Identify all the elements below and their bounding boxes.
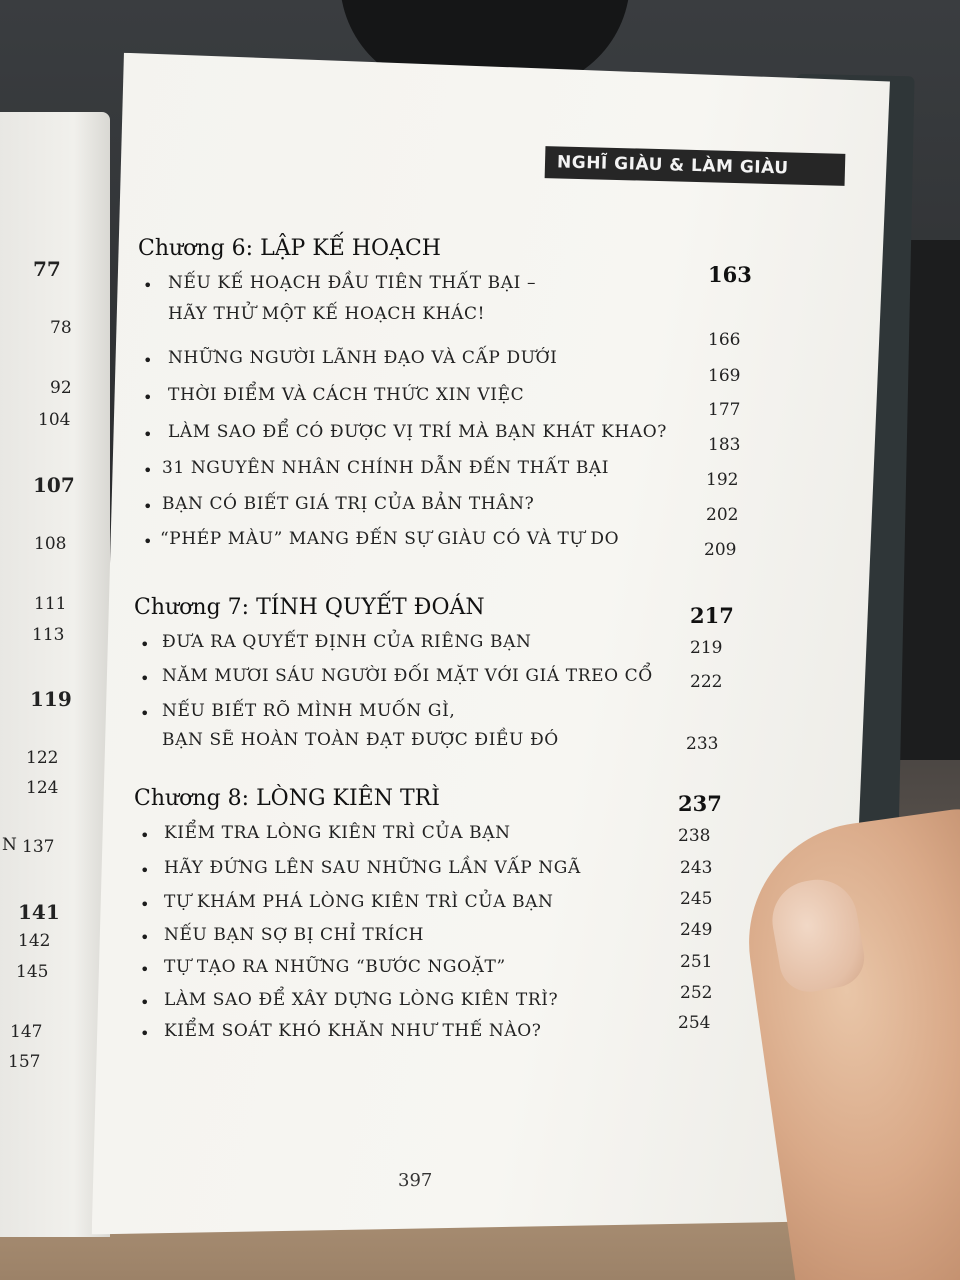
bullet-icon: • — [140, 635, 150, 654]
chapter-title: Chương 8: LÒNG KIÊN TRÌ — [134, 786, 440, 811]
toc-item: HÃY ĐỨNG LÊN SAU NHỮNG LẦN VẤP NGÃ — [164, 858, 581, 878]
toc-item-page: 243 — [680, 858, 713, 878]
toc-item: LÀM SAO ĐỂ XÂY DỰNG LÒNG KIÊN TRÌ? — [164, 990, 559, 1010]
left-page-number: 78 — [50, 318, 72, 338]
toc-item-page: 249 — [680, 920, 713, 940]
bullet-icon: • — [140, 960, 150, 979]
toc-item-line2: BẠN SẼ HOÀN TOÀN ĐẠT ĐƯỢC ĐIỀU ĐÓ — [162, 730, 559, 750]
bullet-icon: • — [140, 669, 150, 688]
chapter-page-number: 237 — [678, 791, 722, 816]
toc-item: NĂM MƯƠI SÁU NGƯỜI ĐỐI MẶT VỚI GIÁ TREO CỔ — [162, 666, 653, 686]
bullet-icon: • — [143, 388, 153, 407]
left-page-number: 147 — [10, 1022, 43, 1042]
bullet-icon: • — [140, 826, 150, 845]
toc-item: NHỮNG NGƯỜI LÃNH ĐẠO VÀ CẤP DƯỚI — [168, 348, 558, 368]
chapter-title: Chương 6: LẬP KẾ HOẠCH — [138, 236, 441, 261]
left-page-number: 122 — [26, 748, 59, 768]
toc-item-page: 219 — [690, 638, 723, 658]
left-page-number: 77 — [33, 257, 61, 281]
left-page-number: 157 — [8, 1052, 41, 1072]
toc-item: 31 NGUYÊN NHÂN CHÍNH DẪN ĐẾN THẤT BẠI — [162, 458, 610, 478]
toc-item: TỰ TẠO RA NHỮNG “BƯỚC NGOẶT” — [164, 957, 506, 977]
bullet-icon: • — [140, 704, 150, 723]
toc-item: NẾU BẠN SỢ BỊ CHỈ TRÍCH — [164, 925, 425, 945]
left-page-number: 107 — [33, 473, 75, 497]
bullet-icon: • — [140, 928, 150, 947]
left-page-number: 141 — [18, 900, 60, 924]
bullet-icon: • — [143, 532, 153, 551]
left-page-number: 104 — [38, 410, 71, 430]
toc-item: THỜI ĐIỂM VÀ CÁCH THỨC XIN VIỆC — [168, 385, 525, 405]
bullet-icon: • — [140, 895, 150, 914]
bullet-icon: • — [140, 861, 150, 880]
toc-item-page: 245 — [680, 889, 713, 909]
toc-item-page: 238 — [678, 826, 711, 846]
toc-item-page: 233 — [686, 734, 719, 754]
bullet-icon: • — [143, 497, 153, 516]
toc-item: KIỂM TRA LÒNG KIÊN TRÌ CỦA BẠN — [164, 823, 511, 843]
left-page-number: 92 — [50, 378, 72, 398]
page-number: 397 — [398, 1170, 433, 1191]
toc-item-page: 166 — [708, 330, 741, 350]
toc-item: KIỂM SOÁT KHÓ KHĂN NHƯ THẾ NÀO? — [164, 1021, 542, 1041]
left-page-number: 145 — [16, 962, 49, 982]
left-page-number: 124 — [26, 778, 59, 798]
toc-item-page: 209 — [704, 540, 737, 560]
bullet-icon: • — [143, 425, 153, 444]
toc-item: “PHÉP MÀU” MANG ĐẾN SỰ GIÀU CÓ VÀ TỰ DO — [160, 529, 620, 549]
toc-item: LÀM SAO ĐỂ CÓ ĐƯỢC VỊ TRÍ MÀ BẠN KHÁT KHAO? — [168, 422, 667, 442]
toc-item-page: 183 — [708, 435, 741, 455]
chapter-page-number: 217 — [690, 603, 734, 628]
bullet-icon: • — [143, 276, 153, 295]
left-page-number: 137 — [22, 837, 55, 857]
bullet-icon: • — [143, 351, 153, 370]
toc-item: BẠN CÓ BIẾT GIÁ TRỊ CỦA BẢN THÂN? — [162, 494, 535, 514]
toc-item: NẾU KẾ HOẠCH ĐẦU TIÊN THẤT BẠI – — [168, 273, 537, 293]
running-header-text: NGHĨ GIÀU & LÀM GIÀU — [556, 152, 789, 179]
left-page-number: 119 — [30, 687, 72, 711]
left-page-number: 142 — [18, 931, 51, 951]
bullet-icon: • — [140, 1024, 150, 1043]
chapter-title: Chương 7: TÍNH QUYẾT ĐOÁN — [134, 595, 485, 620]
toc-item: TỰ KHÁM PHÁ LÒNG KIÊN TRÌ CỦA BẠN — [164, 892, 554, 912]
bullet-icon: • — [143, 461, 153, 480]
toc-item: ĐƯA RA QUYẾT ĐỊNH CỦA RIÊNG BẠN — [162, 632, 532, 652]
toc-item-page: 169 — [708, 366, 741, 386]
left-page-number: 113 — [32, 625, 65, 645]
toc-item-page: 251 — [680, 952, 713, 972]
toc-item-line2: HÃY THỬ MỘT KẾ HOẠCH KHÁC! — [168, 304, 486, 324]
toc-item-page: 254 — [678, 1013, 711, 1033]
left-page-number: 111 — [34, 594, 67, 614]
chapter-page-number: 163 — [708, 262, 752, 287]
toc-item-page: 222 — [690, 672, 723, 692]
toc-item-page: 202 — [706, 505, 739, 525]
toc-item: NẾU BIẾT RÕ MÌNH MUỐN GÌ, — [162, 701, 456, 721]
toc-item-page: 252 — [680, 983, 713, 1003]
left-page-number: 108 — [34, 534, 67, 554]
toc-item-page: 192 — [706, 470, 739, 490]
left-page-fragment: N — [2, 835, 17, 855]
toc-item-page: 177 — [708, 400, 741, 420]
bullet-icon: • — [140, 993, 150, 1012]
